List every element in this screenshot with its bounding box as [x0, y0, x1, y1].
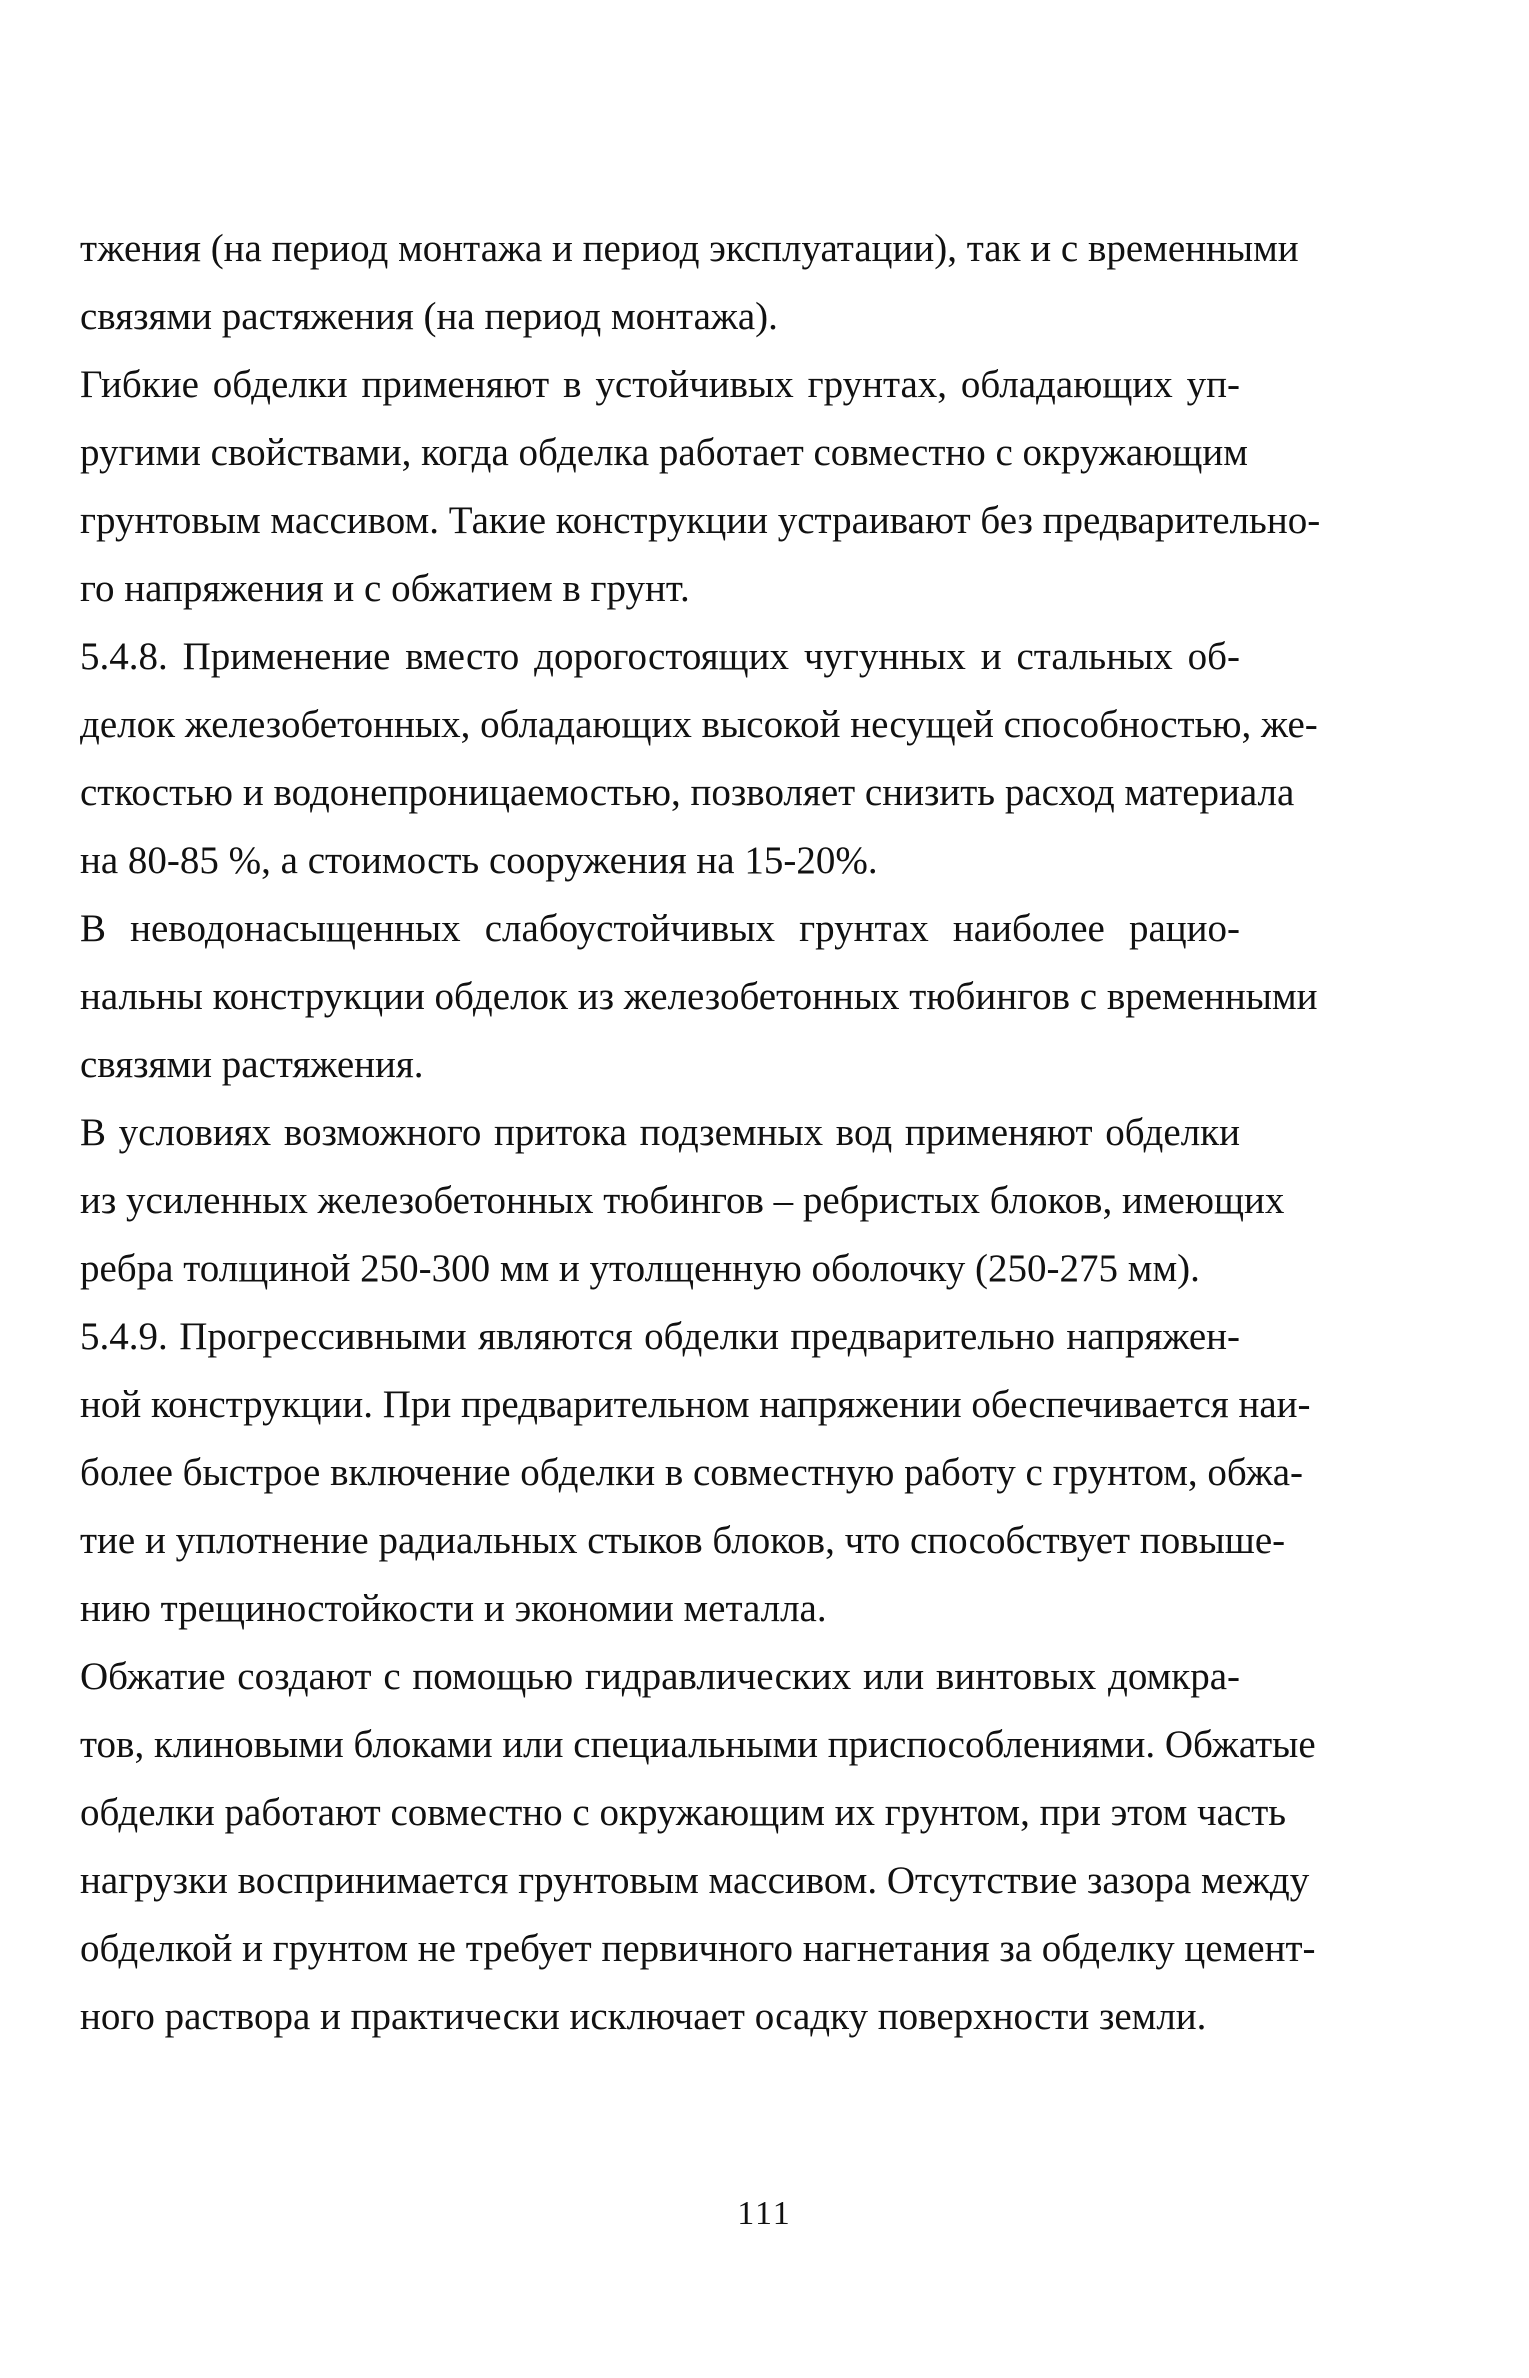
- text-line: ребра толщиной 250-300 мм и утолщенную оболочку (250-275 мм).: [80, 1247, 1200, 1290]
- text-line: ного раствора и практически исключает осадку поверхности земли.: [80, 1995, 1207, 2038]
- body-text: [80, 215, 1321, 2051]
- text-line: ной конструкции. При предварительном напряжении обеспечивается наи-: [80, 1383, 1311, 1426]
- text-line: на 80-85 %, а стоимость сооружения на 15-20%.: [80, 839, 878, 882]
- text-line: связями растяжения (на период монтажа).: [80, 295, 778, 338]
- text-line: тжения (на период монтажа и период эксплуатации), так и с временными: [80, 227, 1299, 270]
- text-line: 5.4.8. Применение вместо дорогостоящих чугунных и стальных об-: [80, 635, 1240, 678]
- text-line: Обжатие создают с помощью гидравлических или винтовых домкра-: [80, 1655, 1240, 1698]
- text-line: из усиленных железобетонных тюбингов – ребристых блоков, имеющих: [80, 1179, 1285, 1222]
- text-line: ругими свойствами, когда обделка работает совместно с окружающим: [80, 431, 1248, 474]
- text-line: нальны конструкции обделок из железобетонных тюбингов с временными: [80, 975, 1318, 1018]
- text-line: го напряжения и с обжатием в грунт.: [80, 567, 690, 610]
- page-number: 111: [737, 2195, 792, 2232]
- text-line: В условиях возможного притока подземных вод применяют обделки: [80, 1111, 1240, 1154]
- text-line: делок железобетонных, обладающих высокой несущей способностью, же-: [80, 703, 1318, 746]
- text-line: грунтовым массивом. Такие конструкции устраивают без предварительно-: [80, 499, 1321, 542]
- text-line: сткостью и водонепроницаемостью, позволяет снизить расход материала: [80, 771, 1295, 814]
- text-line: 5.4.9. Прогрессивными являются обделки предварительно напряжен-: [80, 1315, 1240, 1358]
- text-line: Гибкие обделки применяют в устойчивых грунтах, обладающих уп-: [80, 363, 1240, 406]
- text-line: обделки работают совместно с окружающим их грунтом, при этом часть: [80, 1791, 1287, 1834]
- text-line: обделкой и грунтом не требует первичного нагнетания за обделку цемент-: [80, 1927, 1316, 1970]
- text-line: тие и уплотнение радиальных стыков блоков, что способствует повыше-: [80, 1519, 1286, 1562]
- text-line: более быстрое включение обделки в совместную работу с грунтом, обжа-: [80, 1451, 1304, 1494]
- text-line: нагрузки воспринимается грунтовым массивом. Отсутствие зазора между: [80, 1859, 1310, 1902]
- text-line: нию трещиностойкости и экономии металла.: [80, 1587, 827, 1630]
- text-line: тов, клиновыми блоками или специальными приспособлениями. Обжатые: [80, 1723, 1316, 1766]
- text-line: В неводонасыщенных слабоустойчивых грунтах наиболее рацио-: [80, 907, 1240, 950]
- text-line: связями растяжения.: [80, 1043, 424, 1086]
